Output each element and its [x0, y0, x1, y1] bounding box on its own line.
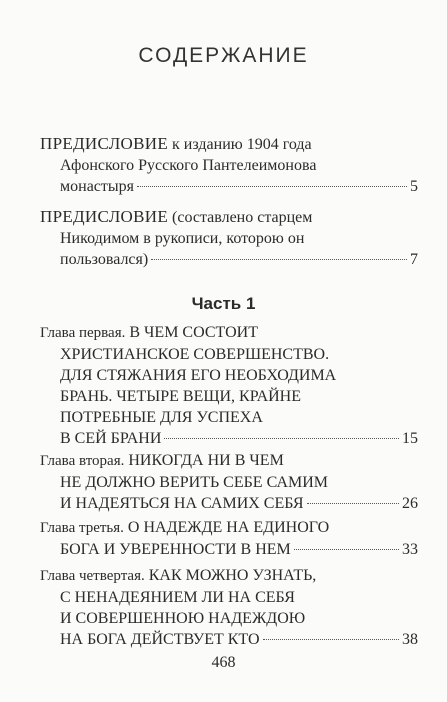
chapter-title-line: В ЧЕМ СОСТОИТ: [129, 324, 258, 341]
chapter-title-line: ХРИСТИАНСКОЕ СОВЕРШЕНСТВО.: [60, 346, 330, 363]
dot-leader: [307, 503, 399, 504]
preface-line: пользовался): [60, 251, 149, 268]
preface-heading: ПРЕДИСЛОВИЕ: [40, 134, 169, 153]
chapter-title-line: В СЕЙ БРАНИ: [60, 430, 162, 447]
chapter-title-line: И СОВЕРШЕННОЮ НАДЕЖДОЮ: [60, 610, 306, 627]
toc-entry-chapter-4: [40, 565, 418, 650]
preface-line: Никодимом в рукописи, которою он: [60, 230, 305, 247]
dot-leader: [137, 186, 407, 187]
chapter-title-line: С НЕНАДЕЯНИЕМ ЛИ НА СЕБЯ: [60, 589, 295, 606]
chapter-title-line: НИКОГДА НИ В ЧЕМ: [128, 452, 284, 469]
preface-subtitle: к изданию 1904 года: [168, 136, 312, 153]
preface-line: Афонского Русского Пантелеимонова: [60, 157, 317, 174]
dot-leader: [263, 639, 399, 640]
chapter-title-line: БРАНЬ. ЧЕТЫРЕ ВЕЩИ, КРАЙНЕ: [60, 388, 302, 405]
chapter-title-line: НЕ ДОЛЖНО ВЕРИТЬ СЕБЕ САМИМ: [60, 474, 328, 491]
chapter-title-line: О НАДЕЖДЕ НА ЕДИНОГО: [127, 519, 330, 536]
toc-entry-preface-1: [40, 133, 418, 197]
preface-subtitle: (составлено старцем: [168, 209, 313, 226]
toc-entry-chapter-1: [40, 322, 418, 449]
page-ref: 7: [410, 251, 418, 268]
page-ref: 33: [402, 541, 418, 558]
toc-entry-chapter-2: [40, 450, 418, 514]
chapter-label: Глава четвертая.: [40, 568, 145, 584]
chapter-title-line: ДЛЯ СТЯЖАНИЯ ЕГО НЕОБХОДИМА: [60, 367, 337, 384]
preface-heading: ПРЕДИСЛОВИЕ: [40, 207, 169, 226]
page-ref: 38: [402, 631, 418, 648]
chapter-label: Глава первая.: [40, 325, 126, 341]
chapter-label: Глава третья.: [40, 520, 124, 536]
dot-leader: [294, 549, 399, 550]
toc-entry-preface-2: [40, 206, 418, 270]
chapter-title-line: НА БОГА ДЕЙСТВУЕТ КТО: [60, 631, 260, 648]
contents-title: СОДЕРЖАНИЕ: [138, 44, 309, 67]
chapter-title-line: БОГА И УВЕРЕННОСТИ В НЕМ: [60, 541, 291, 558]
part-heading: Часть 1: [191, 294, 256, 313]
toc-entry-chapter-3: [40, 517, 418, 560]
dot-leader: [164, 438, 399, 439]
chapter-title-line: КАК МОЖНО УЗНАТЬ,: [148, 567, 317, 584]
preface-line: монастыря: [60, 178, 134, 195]
chapter-title-line: И НАДЕЯТЬСЯ НА САМИХ СЕБЯ: [60, 495, 304, 512]
page-ref: 26: [402, 495, 418, 512]
page-number: 468: [211, 654, 236, 671]
page-ref: 5: [410, 178, 418, 195]
chapter-label: Глава вторая.: [40, 453, 125, 469]
chapter-title-line: ПОТРЕБНЫЕ ДЛЯ УСПЕХА: [60, 409, 263, 426]
dot-leader: [151, 259, 407, 260]
page-ref: 15: [402, 430, 418, 447]
